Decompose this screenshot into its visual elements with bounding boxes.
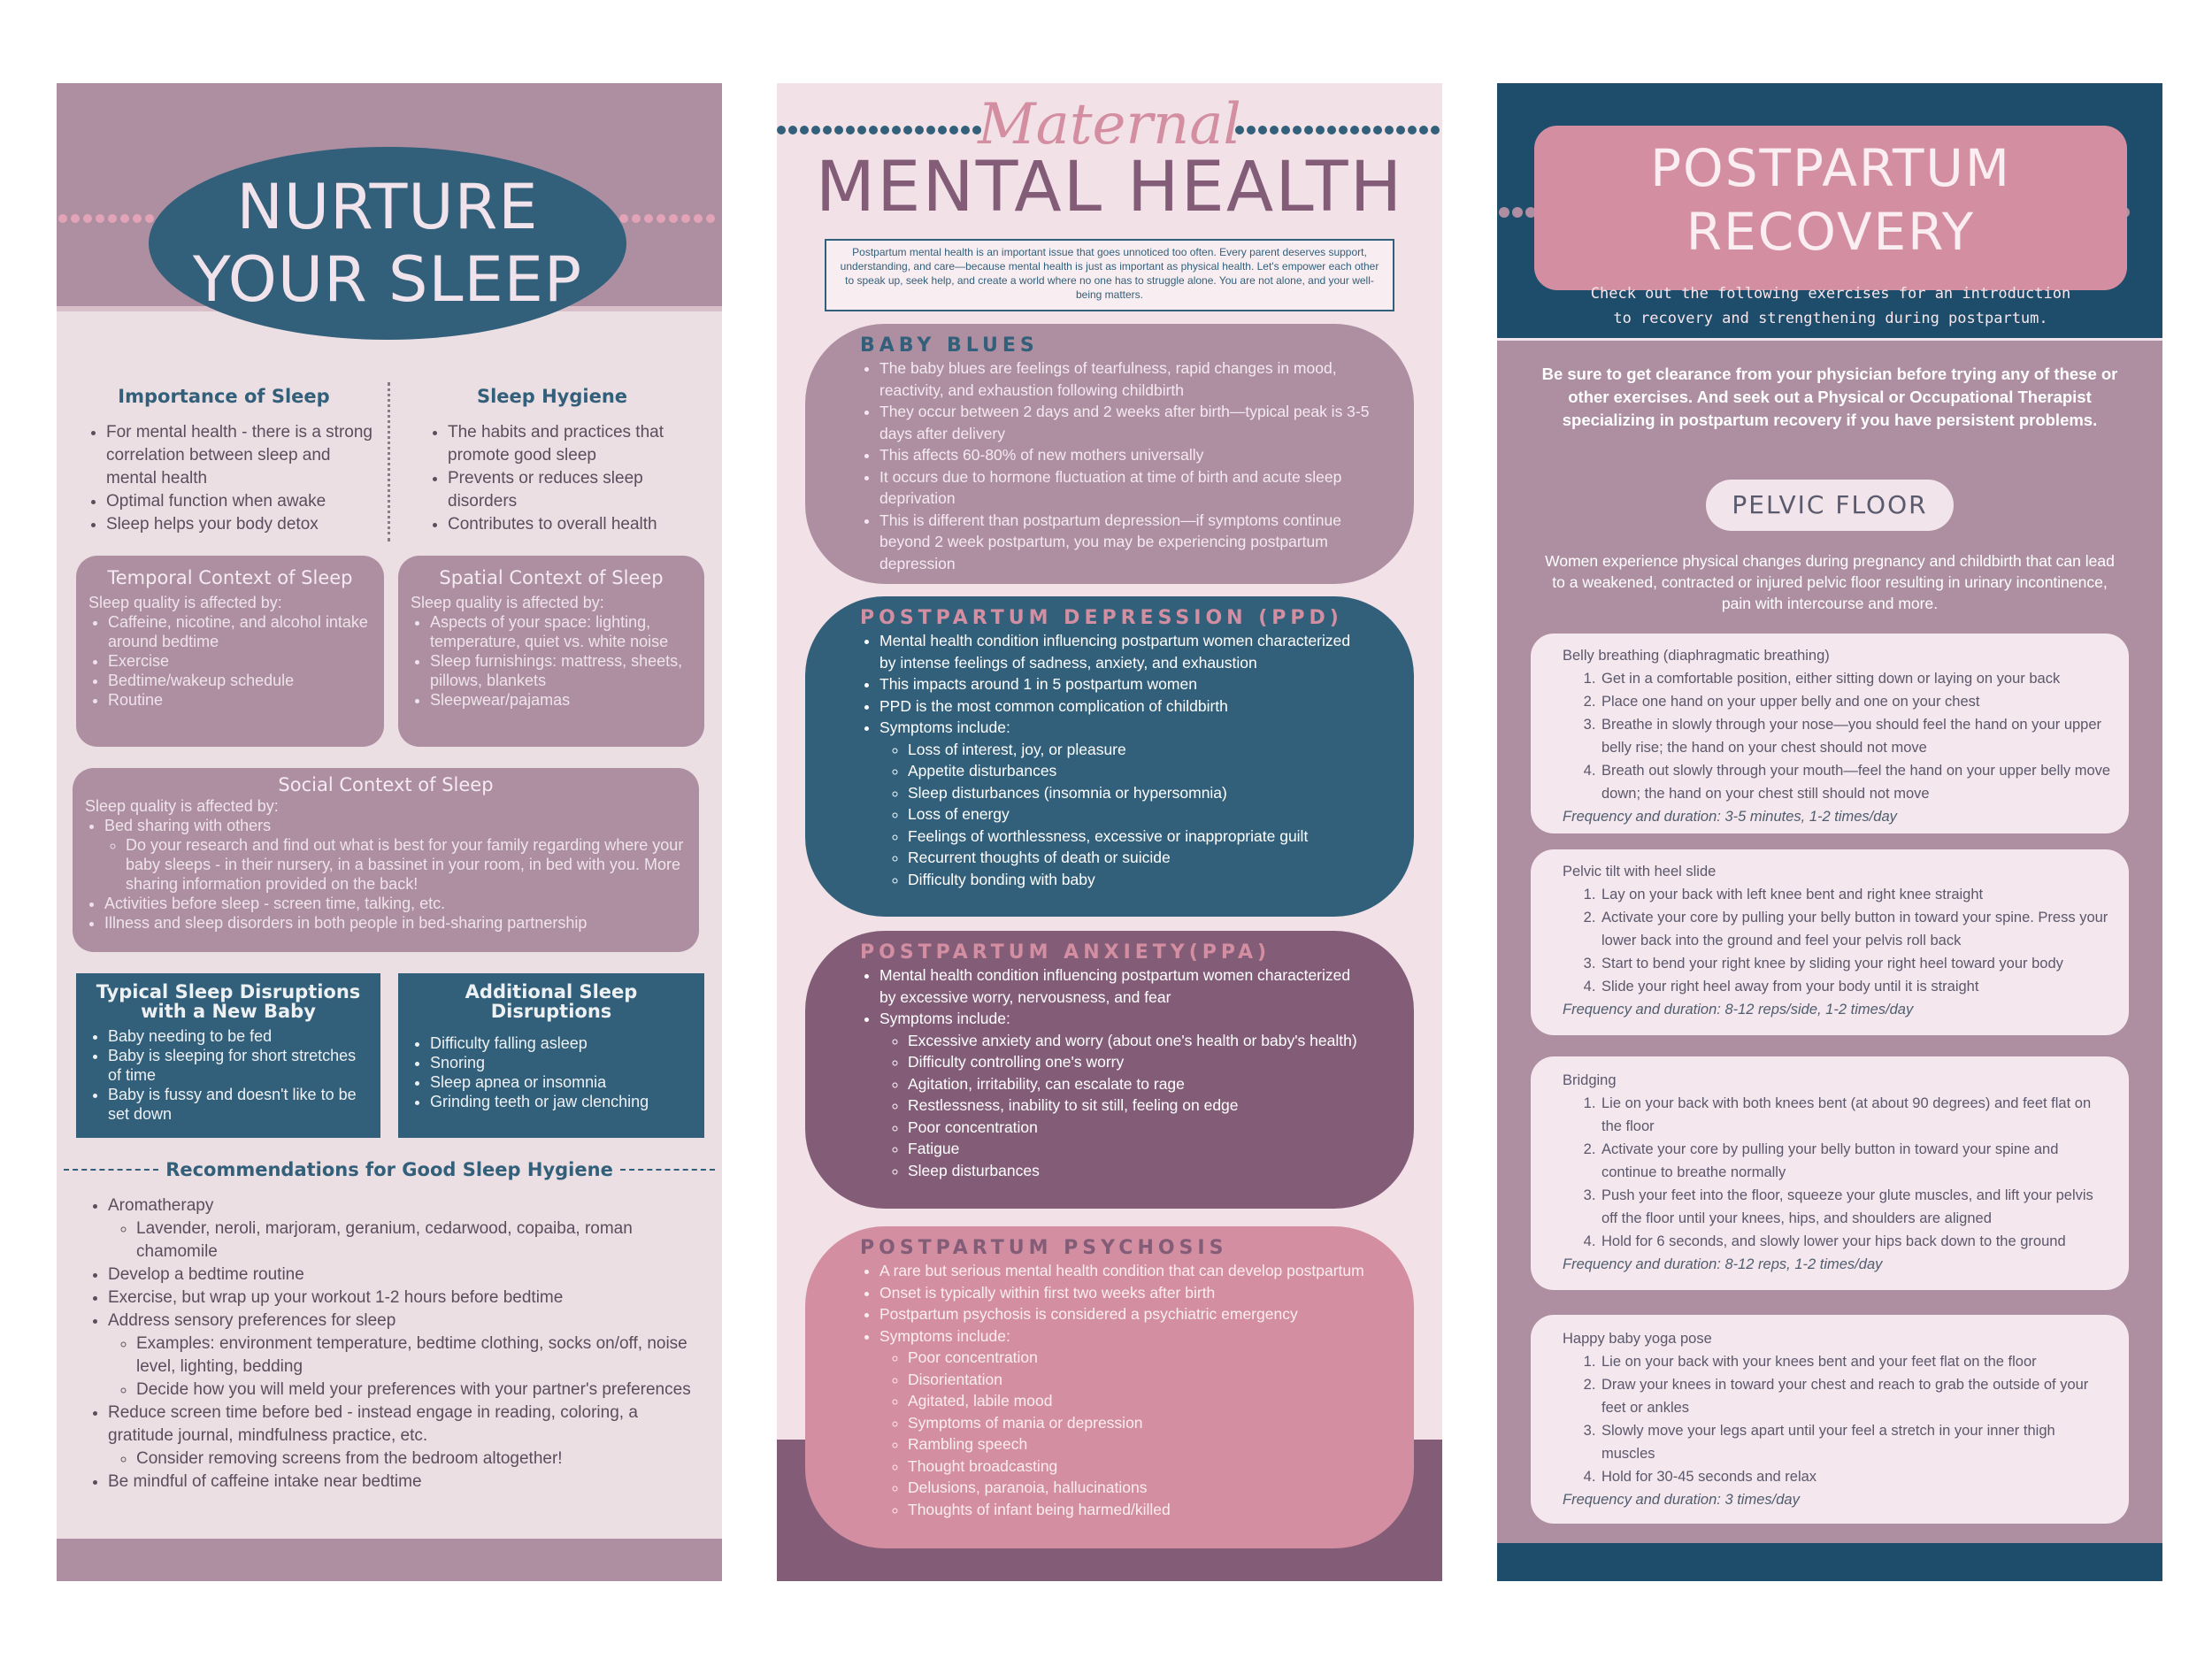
list-item: • Mental health condition influencing postpartum women characterized by intense feelings of sadness, anxiety, and exhaustion (879, 630, 1370, 673)
list-item: • This affects 60-80% of new mothers universally (879, 444, 1370, 466)
list-item: • The habits and practices that promote good sleep (448, 421, 694, 467)
ppa-heading: POSTPARTUM ANXIETY(PPA) (860, 941, 1271, 964)
spatial-list (411, 612, 692, 710)
exercise-step: 3. Slowly move your legs apart until your feel a stretch in your inner thigh muscles (1600, 1419, 2111, 1465)
list-item: • Bed sharing with others ◦ Do your research and find out what is best for your family regarding where your baby sleeps - in their nursery, in a bassinet in your room, in bed with you. More sharing information provided on the back! (104, 816, 687, 894)
temporal-list (88, 612, 372, 710)
page-title: NURTURE YOUR SLEEP (192, 171, 583, 316)
typical-heading: Typical Sleep Disruptions with a New Baby (96, 981, 361, 1022)
list-subitem: ◦ Decide how you will meld your preferences with your partner's preferences (136, 1379, 703, 1402)
ppa-card (805, 931, 1414, 1209)
exercise-steps (1563, 1092, 2111, 1253)
typical-list (88, 1026, 368, 1124)
ppa-list (860, 964, 1370, 1181)
exercise-step: 3. Push your feet into the floor, squeeze your glute muscles, and lift your pelvis off the floor until your knees, hips, and shoulders are aligned (1600, 1184, 2111, 1230)
exercise-title: Happy baby yoga pose (1563, 1331, 1712, 1347)
spatial-card (398, 556, 704, 747)
list-item: • Sleep helps your body detox (106, 513, 379, 536)
list-item: • Illness and sleep disorders in both people in bed-sharing partnership (104, 913, 687, 933)
exercise-step: 4. Hold for 6 seconds, and slowly lower your hips back down to the ground (1600, 1230, 2111, 1253)
exercise-title: Belly breathing (diaphragmatic breathing) (1563, 648, 1830, 664)
list-subitem: ◦ Delusions, paranoia, hallucinations (908, 1477, 1370, 1499)
list-item: • Baby is fussy and doesn't like to be set down (108, 1085, 368, 1124)
list-subitem: ◦ Restlessness, inability to sit still, feeling on edge (908, 1094, 1370, 1117)
page-title: MENTAL HEALTH (815, 148, 1404, 227)
list-subitem: ◦ Disorientation (908, 1369, 1370, 1391)
list-subitem: ◦ Do your research and find out what is best for your family regarding where your baby sleeps - in their nursery, in a bassinet in your room, in bed with you. More sharing information provided on the back! (126, 835, 687, 894)
psychosis-heading: POSTPARTUM PSYCHOSIS (860, 1237, 1228, 1259)
baby-blues-card (805, 324, 1414, 584)
list-item: • Mental health condition influencing postpartum women characterized by excessive worry, nervousness, and fear (879, 964, 1370, 1008)
list-item: • Prevents or reduces sleep disorders (448, 467, 694, 513)
footer-band (1497, 1543, 2162, 1581)
psychosis-list (860, 1260, 1370, 1520)
baby-blues-list (860, 357, 1370, 574)
exercise-step: 1. Lie on your back with both knees bent (at about 90 degrees) and feet flat on the floor (1600, 1092, 2111, 1138)
list-item: • A rare but serious mental health condition that can develop postpartum (879, 1260, 1370, 1282)
list-subitem: ◦ Poor concentration (908, 1117, 1370, 1139)
list-item: • Sleep furnishings: mattress, sheets, pillows, blankets (430, 651, 692, 690)
ppd-card (805, 596, 1414, 917)
list-item: • Symptoms include: ◦ Loss of interest, joy, or pleasure ◦ Appetite disturbances ◦ Sleep disturbances (insomnia or hypersomnia) ◦ Loss of energy ◦ Feelings of worthlessness, excessive or inappropriate guilt ◦ Recurrent thoughts of death or suicide ◦ Difficulty bonding with baby (879, 717, 1370, 890)
list-subitem: ◦ Loss of interest, joy, or pleasure (908, 739, 1370, 761)
list-subitem: ◦ Difficulty controlling one's worry (908, 1051, 1370, 1073)
list-item: • Postpartum psychosis is considered a psychiatric emergency (879, 1303, 1370, 1325)
list-subitem: ◦ Excessive anxiety and worry (about one's health or baby's health) (908, 1030, 1370, 1052)
additional-disruptions-card (398, 973, 704, 1138)
recovery-panel (1497, 83, 2162, 1581)
list-subitem: ◦ Sleep disturbances (908, 1160, 1370, 1182)
list-item: • Sleepwear/pajamas (430, 690, 692, 710)
list-subitem: ◦ Rambling speech (908, 1433, 1370, 1455)
hygiene-list (419, 421, 694, 536)
list-item: • Activities before sleep - screen time, talking, etc. (104, 894, 687, 913)
list-subitem: ◦ Symptoms of mania or depression (908, 1412, 1370, 1434)
spatial-intro: Sleep quality is affected by: (411, 594, 604, 611)
list-subitem: ◦ Fatigue (908, 1138, 1370, 1160)
page-subtitle: Check out the following exercises for an introduction to recovery and strengthening during postpartum. (1590, 285, 2071, 327)
list-subitem: ◦ Lavender, neroli, marjoram, geranium, cedarwood, copaiba, roman chamomile (136, 1217, 703, 1263)
page-title: POSTPARTUM RECOVERY (1650, 138, 2011, 262)
list-item: • Aspects of your space: lighting, temperature, quiet vs. white noise (430, 612, 692, 651)
list-item: • Be mindful of caffeine intake near bedtime (108, 1471, 703, 1494)
additional-list (411, 1033, 692, 1111)
exercise-step: 2. Draw your knees in toward your chest and reach to grab the outside of your feet or ankles (1600, 1373, 2111, 1419)
list-item: • Develop a bedtime routine (108, 1263, 703, 1286)
exercise-step: 4. Slide your right heel away from your body until it is straight (1600, 975, 2111, 998)
exercise-frequency: Frequency and duration: 3-5 minutes, 1-2 times/day (1563, 809, 1897, 825)
list-item: • Sleep apnea or insomnia (430, 1072, 692, 1092)
list-item: • Onset is typically within first two weeks after birth (879, 1282, 1370, 1304)
list-item: • PPD is the most common complication of childbirth (879, 695, 1370, 718)
social-intro: Sleep quality is affected by: (85, 797, 279, 815)
social-card (73, 768, 699, 952)
exercise-title: Pelvic tilt with heel slide (1563, 864, 1717, 879)
list-item: • Grinding teeth or jaw clenching (430, 1092, 692, 1111)
social-list (85, 816, 687, 933)
list-subitem: ◦ Loss of energy (908, 803, 1370, 826)
list-item: • For mental health - there is a strong correlation between sleep and mental health (106, 421, 379, 490)
psychosis-card (805, 1226, 1414, 1548)
recommendations-list (83, 1194, 703, 1494)
list-item: • Bedtime/wakeup schedule (108, 671, 372, 690)
list-item: • Aromatherapy ◦ Lavender, neroli, marjoram, geranium, cedarwood, copaiba, roman chamomile (108, 1194, 703, 1263)
list-subitem: ◦ Thoughts of infant being harmed/killed (908, 1499, 1370, 1521)
title-box (1534, 126, 2127, 327)
list-item: • It occurs due to hormone fluctuation at time of birth and acute sleep deprivation (879, 466, 1370, 510)
hygiene-heading: Sleep Hygiene (476, 386, 628, 407)
list-subitem: ◦ Feelings of worthlessness, excessive or inappropriate guilt (908, 826, 1370, 848)
dashed-line (620, 1169, 715, 1171)
spatial-heading: Spatial Context of Sleep (439, 567, 664, 588)
additional-heading: Additional Sleep Disruptions (465, 981, 638, 1022)
section-intro: Women experience physical changes during pregnancy and childbirth that can lead to a weakened, contracted or injured pelvic floor resulting in urinary incontinence, pain with intercourse and more. (1545, 552, 2115, 612)
sleep-panel (57, 83, 722, 1581)
list-item: • Exercise, but wrap up your workout 1-2 hours before bedtime (108, 1286, 703, 1310)
list-item: • Contributes to overall health (448, 513, 694, 536)
typical-disruptions-card (76, 973, 380, 1138)
mental-health-panel (777, 83, 1442, 1581)
exercise-steps (1563, 883, 2111, 998)
importance-heading: Importance of Sleep (118, 386, 330, 407)
list-subitem: ◦ Appetite disturbances (908, 760, 1370, 782)
list-item: • Exercise (108, 651, 372, 671)
list-item: • Difficulty falling asleep (430, 1033, 692, 1053)
exercise-steps (1563, 1350, 2111, 1488)
exercise-step: 3. Breathe in slowly through your nose—you should feel the hand on your upper belly rise; the hand on your chest should not move (1600, 713, 2111, 759)
title-oval (149, 147, 626, 340)
list-subitem: ◦ Thought broadcasting (908, 1455, 1370, 1478)
dashed-line (64, 1169, 158, 1171)
exercise-step: 2. Activate your core by pulling your belly button in toward your spine. Press your lower back into the ground and feel your pelvis roll back (1600, 906, 2111, 952)
list-subitem: ◦ Examples: environment temperature, bedtime clothing, socks on/off, noise level, lighting, bedding (136, 1333, 703, 1379)
script-title: Maternal (978, 92, 1241, 157)
exercise-title: Bridging (1563, 1072, 1617, 1088)
exercise-frequency: Frequency and duration: 8-12 reps, 1-2 times/day (1563, 1256, 1883, 1272)
list-item: • Baby needing to be fed (108, 1026, 368, 1046)
recommendations-header (57, 1159, 722, 1180)
list-subitem: ◦ Agitation, irritability, can escalate to rage (908, 1073, 1370, 1095)
exercise-step: 2. Place one hand on your upper belly and one on your chest (1600, 690, 2111, 713)
exercise-step: 1. Lay on your back with left knee bent and right knee straight (1600, 883, 2111, 906)
list-item: • Optimal function when awake (106, 490, 379, 513)
ppd-heading: POSTPARTUM DEPRESSION (PPD) (860, 607, 1343, 629)
exercise-step: 1. Lie on your back with your knees bent and your feet flat on the floor (1600, 1350, 2111, 1373)
exercise-steps (1563, 667, 2111, 805)
list-subitem: ◦ Recurrent thoughts of death or suicide (908, 847, 1370, 869)
section-label: PELVIC FLOOR (1706, 480, 1954, 531)
recommendations-heading: Recommendations for Good Sleep Hygiene (165, 1159, 613, 1180)
list-item: • Symptoms include: ◦ Excessive anxiety and worry (about one's health or baby's health) ◦ Difficulty controlling one's worry ◦ Agitation, irritability, can escalate to rage ◦ Restlessness, inability to sit still, feeling on edge ◦ Poor concentration ◦ Fatigue ◦ Sleep disturbances (879, 1008, 1370, 1181)
exercise-step: 1. Get in a comfortable position, either sitting down or laying on your back (1600, 667, 2111, 690)
exercise-card (1531, 1315, 2129, 1524)
exercise-card (1531, 849, 2129, 1035)
baby-blues-heading: BABY BLUES (860, 334, 1039, 357)
list-subitem: ◦ Poor concentration (908, 1347, 1370, 1369)
list-subitem: ◦ Consider removing screens from the bedroom altogether! (136, 1448, 703, 1471)
temporal-intro: Sleep quality is affected by: (88, 594, 282, 611)
exercise-step: 2. Activate your core by pulling your belly button in toward your spine and continue to breathe normally (1600, 1138, 2111, 1184)
list-item: • Symptoms include: ◦ Poor concentration ◦ Disorientation ◦ Agitated, labile mood ◦ Symptoms of mania or depression ◦ Rambling speech ◦ Thought broadcasting ◦ Delusions, paranoia, hallucinations ◦ Thoughts of infant being harmed/killed (879, 1325, 1370, 1521)
header-divider (1497, 338, 2162, 341)
intro-box: Postpartum mental health is an important issue that goes unnoticed too often. Every parent deserves support, understanding, and care—because mental health is just as important as physical health. Let's empower each other to speak up, seek help, and create a world where no one has to struggle alone. You are not alone, and your well-being matters. (825, 239, 1394, 311)
exercise-step: 4. Breath out slowly through your mouth—feel the hand on your upper belly move down; the hand on your chest still should not move (1600, 759, 2111, 805)
clearance-warning: Be sure to get clearance from your physician before trying any of these or other exercises. And seek out a Physical or Occupational Therapist specializing in postpartum recovery if you have persistent problems. (1541, 365, 2118, 429)
social-heading: Social Context of Sleep (278, 774, 494, 795)
list-subitem: ◦ Agitated, labile mood (908, 1390, 1370, 1412)
list-item: • They occur between 2 days and 2 weeks after birth—typical peak is 3-5 days after delivery (879, 401, 1370, 444)
list-item: • Snoring (430, 1053, 692, 1072)
ppd-list (860, 630, 1370, 890)
exercise-frequency: Frequency and duration: 3 times/day (1563, 1492, 1800, 1508)
footer-band (57, 1539, 722, 1581)
list-item: • This impacts around 1 in 5 postpartum women (879, 673, 1370, 695)
exercise-step: 3. Start to bend your right knee by sliding your right heel toward your body (1600, 952, 2111, 975)
importance-list (78, 421, 379, 536)
list-item: • Reduce screen time before bed - instead engage in reading, coloring, a gratitude journal, mindfulness practice, etc. ◦ Consider removing screens from the bedroom altogether! (108, 1402, 703, 1471)
list-item: • Address sensory preferences for sleep ◦ Examples: environment temperature, bedtime clothing, socks on/off, noise level, lighting, bedding ◦ Decide how you will meld your preferences with your partner's preferences (108, 1310, 703, 1402)
exercise-card (1531, 634, 2129, 833)
exercise-frequency: Frequency and duration: 8-12 reps/side, 1-2 times/day (1563, 1002, 1914, 1018)
list-subitem: ◦ Difficulty bonding with baby (908, 869, 1370, 891)
temporal-card (76, 556, 384, 747)
exercise-step: 4. Hold for 30-45 seconds and relax (1600, 1465, 2111, 1488)
exercise-card (1531, 1056, 2129, 1290)
list-item: • Baby is sleeping for short stretches of time (108, 1046, 368, 1085)
list-subitem: ◦ Sleep disturbances (insomnia or hypersomnia) (908, 782, 1370, 804)
temporal-heading: Temporal Context of Sleep (107, 567, 353, 588)
list-item: • The baby blues are feelings of tearfulness, rapid changes in mood, reactivity, and exhaustion following childbirth (879, 357, 1370, 401)
list-item: • Caffeine, nicotine, and alcohol intake around bedtime (108, 612, 372, 651)
list-item: • This is different than postpartum depression—if symptoms continue beyond 2 week postpartum, you may be experiencing postpartum depression (879, 510, 1370, 575)
list-item: • Routine (108, 690, 372, 710)
column-divider (388, 382, 390, 541)
